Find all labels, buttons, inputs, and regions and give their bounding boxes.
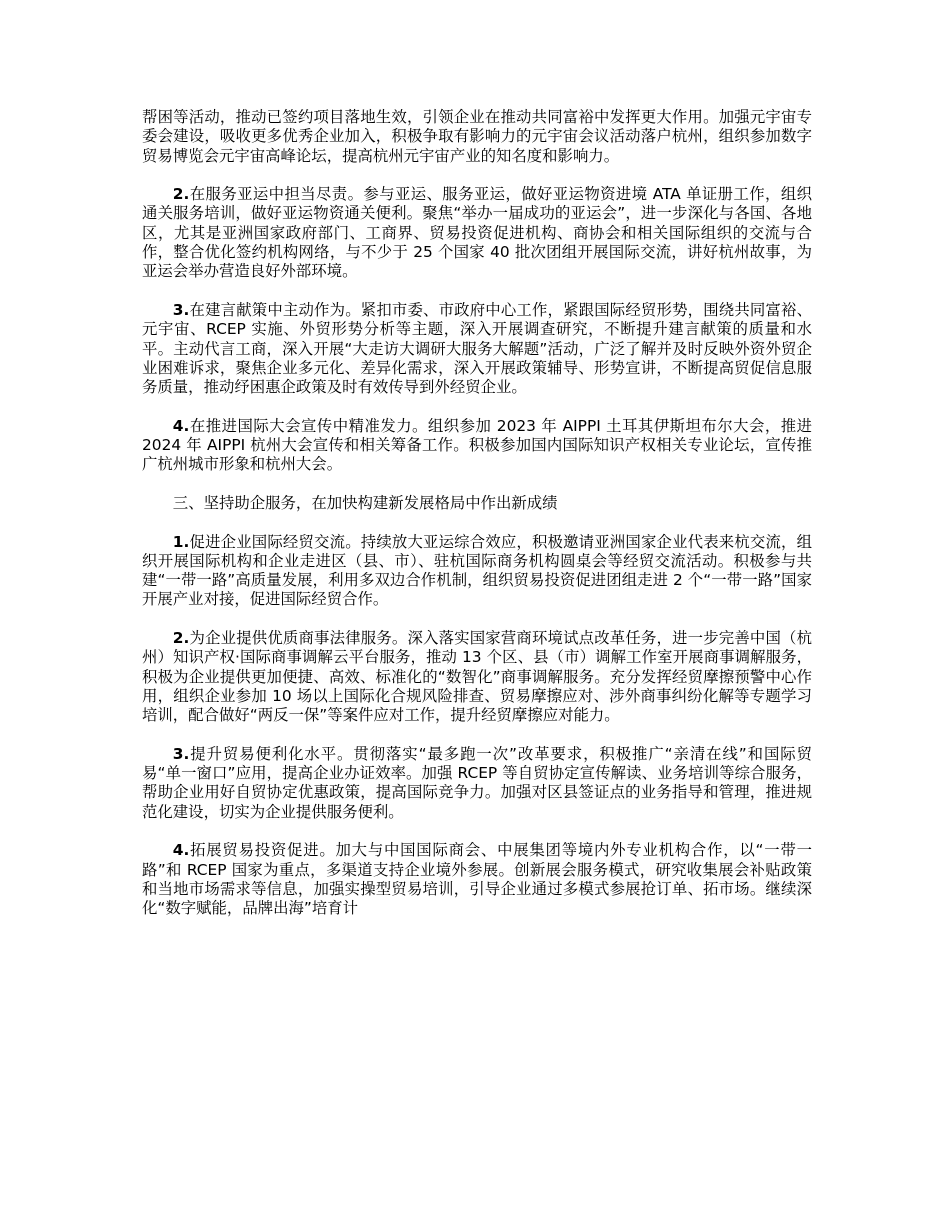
item-number: 2.	[172, 185, 190, 204]
item-number: 2.	[172, 629, 190, 648]
item-text: 在服务亚运中担当尽责。参与亚运、服务亚运，做好亚运物资进境 ATA 单证册工作，组织通关服务培训，做好亚运物资通关便利。聚焦“举办一届成功的亚运会”，进一步深化与各国、各地区，尤其是亚洲国家政府部门、工商界、贸易投资促进机构、商协会和相关国际组织的交流与合作，整合优化签约机构网络，与不少于 25 个国家 40 批次团组开展国际交流，讲好杭州故事，为亚运会举办营造良好外部环境。	[142, 185, 812, 281]
section-heading-3: 三、坚持助企服务，在加快构建新发展格局中作出新成绩	[172, 493, 558, 512]
paragraph-item-3-4	[142, 841, 812, 918]
paragraph-item-3-1	[142, 533, 812, 610]
document-page	[142, 108, 812, 938]
paragraph-item-2-2	[142, 185, 812, 281]
item-text: 促进企业国际经贸交流。持续放大亚运综合效应，积极邀请亚洲国家企业代表来杭交流，组织开展国际机构和企业走进区（县、市）、驻杭国际商务机构圆桌会等经贸交流活动。积极参与共建“一带一路”高质量发展，利用多双边合作机制，组织贸易投资促进团组走进 2 个“一带一路”国家开展产业对接，促进国际经贸合作。	[142, 532, 812, 609]
paragraph-item-3-3	[142, 745, 812, 822]
item-number: 4.	[172, 416, 190, 435]
item-text: 为企业提供优质商事法律服务。深入落实国家营商环境试点改革任务，进一步完善中国（杭州）知识产权·国际商事调解云平台服务，推动 13 个区、县（市）调解工作室开展商事调解服务，积极为企业提供更加便捷、高效、标准化的“数智化”商事调解服务。充分发挥经贸摩擦预警中心作用，组织企业参加 10 场以上国际化合规风险排查、贸易摩擦应对、涉外商事纠纷化解等专题学习培训，配合做好“两反一保”等案件应对工作，提升经贸摩擦应对能力。	[142, 629, 812, 725]
paragraph-item-2-3	[142, 301, 812, 397]
item-text: 拓展贸易投资促进。加大与中国国际商会、中展集团等境内外专业机构合作，以“一带一路”和 RCEP 国家为重点，多渠道支持企业境外参展。创新展会服务模式，研究收集展会补贴政策和当地市场需求等信息，加强实操型贸易培训，引导企业通过多模式参展抢订单、拓市场。继续深化“数字赋能，品牌出海”培育计	[142, 841, 812, 918]
item-text: 提升贸易便利化水平。贯彻落实“最多跑一次”改革要求，积极推广“亲清在线”和国际贸易“单一窗口”应用，提高企业办证效率。加强 RCEP 等自贸协定宣传解读、业务培训等综合服务，帮助企业用好自贸协定优惠政策，提高国际竞争力。加强对区县签证点的业务指导和管理，推进规范化建设，切实为企业提供服务便利。	[142, 744, 812, 821]
item-number: 1.	[172, 532, 190, 551]
paragraph-continued: 帮困等活动，推动已签约项目落地生效，引领企业在推动共同富裕中发挥更大作用。加强元宇宙专委会建设，吸收更多优秀企业加入，积极争取有影响力的元宇宙会议活动落户杭州，组织参加数字贸易博览会元宇宙高峰论坛，提高杭州元宇宙产业的知名度和影响力。	[142, 108, 812, 165]
item-number: 4.	[172, 841, 190, 860]
paragraph-item-3-2	[142, 629, 812, 725]
item-text: 在建言献策中主动作为。紧扣市委、市政府中心工作，紧跟国际经贸形势，围绕共同富裕、元宇宙、RCEP 实施、外贸形势分析等主题，深入开展调查研究，不断提升建言献策的质量和水平。主动代言工商，深入开展“大走访大调研大服务大解题”活动，广泛了解并及时反映外资外贸企业困难诉求，聚焦企业多元化、差异化需求，深入开展政策辅导、形势宣讲，不断提高贸促信息服务质量，推动纾困惠企政策及时有效传导到外经贸企业。	[142, 300, 812, 397]
paragraph-item-2-4	[142, 417, 812, 475]
item-number: 3.	[172, 300, 190, 319]
item-text: 在推进国际大会宣传中精准发力。组织参加 2023 年 AIPPI 土耳其伊斯坦布尔大会，推进 2024 年 AIPPI 杭州大会宣传和相关筹备工作。积极参加国内国际知识产权相关专业论坛，宣传推广杭州城市形象和杭州大会。	[142, 416, 812, 474]
item-number: 3.	[172, 744, 190, 763]
